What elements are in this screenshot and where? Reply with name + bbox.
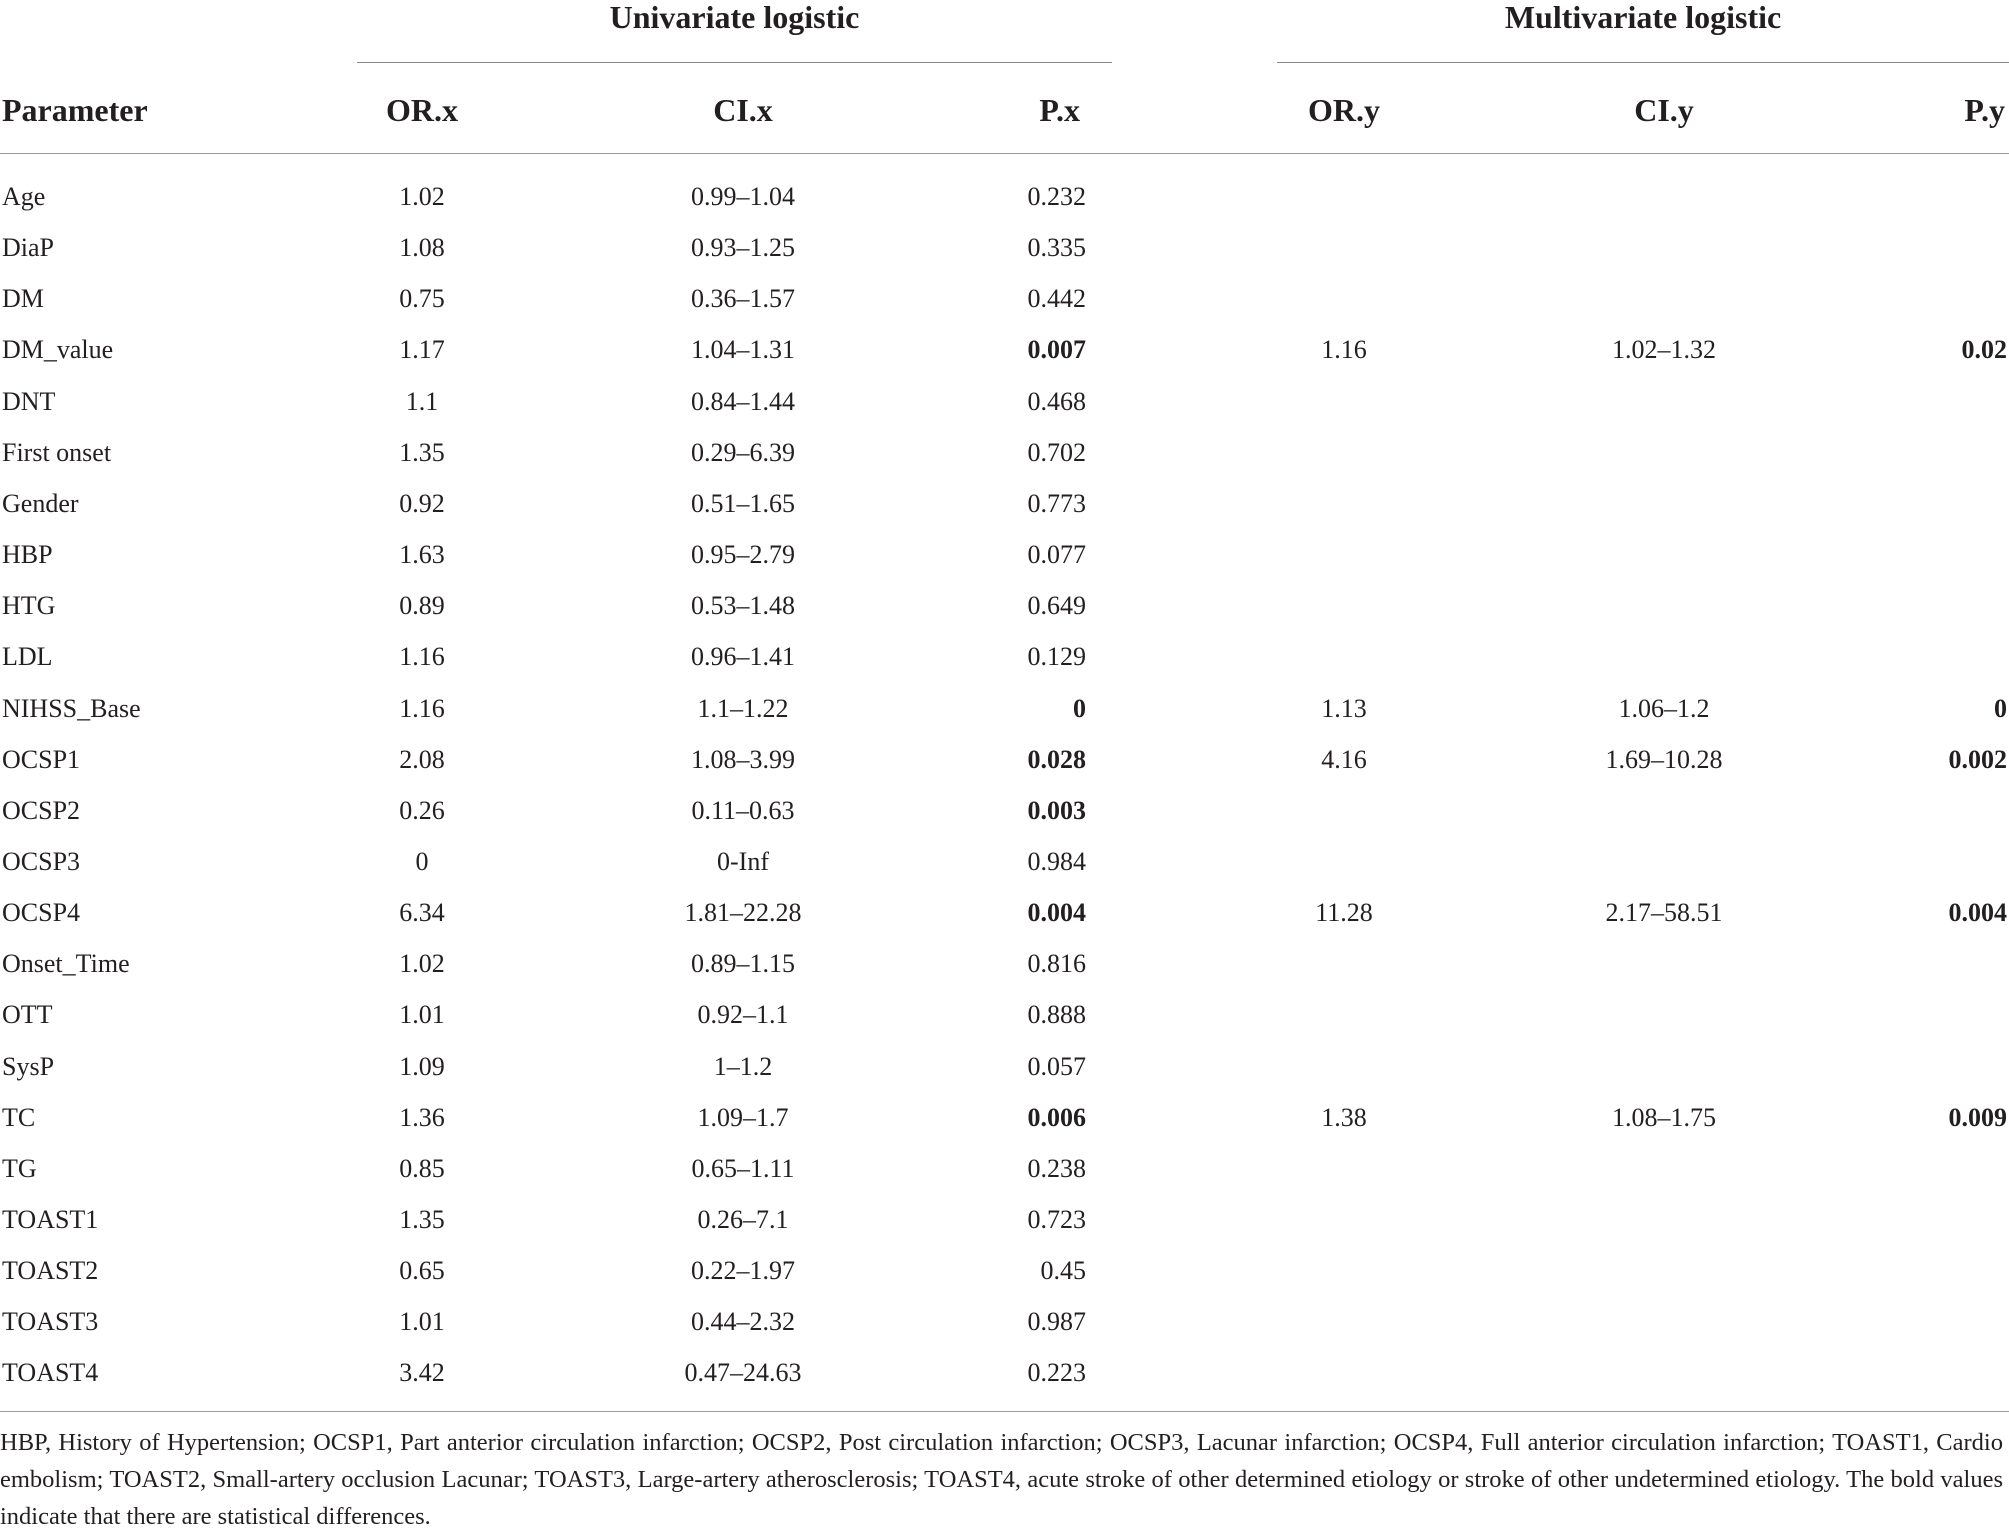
cell-ci-x: 1.08–3.99 bbox=[691, 745, 795, 774]
cell-ci-x: 0-Inf bbox=[717, 847, 769, 876]
cell-p-x: 0.773 bbox=[1027, 489, 1086, 518]
cell-parameter: LDL bbox=[2, 642, 53, 671]
cell-parameter: TOAST1 bbox=[2, 1205, 99, 1234]
header-rule bbox=[0, 153, 2009, 154]
cell-ci-y bbox=[1564, 1050, 1764, 1084]
cell-or-y bbox=[1244, 998, 1444, 1032]
cell-ci-x: 0.44–2.32 bbox=[691, 1307, 795, 1336]
cell-parameter: NIHSS_Base bbox=[2, 694, 141, 723]
cell-p-x: 0.816 bbox=[1027, 949, 1086, 978]
univariate-group-rule bbox=[357, 62, 1112, 63]
cell-parameter: HBP bbox=[2, 540, 53, 569]
cell-p-y: 0.002 bbox=[1948, 745, 2007, 774]
cell-parameter: TOAST2 bbox=[2, 1256, 99, 1285]
cell-p-x: 0.335 bbox=[1027, 233, 1086, 262]
cell-ci-x: 0.65–1.11 bbox=[691, 1154, 795, 1183]
cell-or-x: 1.09 bbox=[399, 1052, 445, 1081]
header-or-y: OR.y bbox=[1308, 92, 1380, 128]
cell-p-x: 0.238 bbox=[1027, 1154, 1086, 1183]
cell-ci-y bbox=[1564, 845, 1764, 879]
cell-parameter: HTG bbox=[2, 591, 56, 620]
cell-or-x: 0.75 bbox=[399, 284, 445, 313]
cell-p-x: 0.442 bbox=[1027, 284, 1086, 313]
cell-p-y bbox=[1820, 1050, 2007, 1084]
cell-or-x: 1.02 bbox=[399, 182, 445, 211]
cell-or-x: 1.35 bbox=[399, 438, 445, 467]
cell-p-y bbox=[1820, 1203, 2007, 1237]
cell-p-y: 0.004 bbox=[1948, 898, 2007, 927]
cell-parameter: OCSP4 bbox=[2, 898, 81, 927]
cell-p-x: 0.888 bbox=[1027, 1000, 1086, 1029]
cell-p-x: 0.003 bbox=[1027, 796, 1086, 825]
cell-p-y bbox=[1820, 1305, 2007, 1339]
cell-ci-x: 0.29–6.39 bbox=[691, 438, 795, 467]
cell-p-y bbox=[1820, 538, 2007, 572]
cell-or-x: 1.16 bbox=[399, 642, 445, 671]
cell-or-y bbox=[1244, 180, 1444, 214]
header-or-x: OR.x bbox=[386, 92, 458, 128]
cell-p-y bbox=[1820, 640, 2007, 674]
cell-p-x: 0.702 bbox=[1027, 438, 1086, 467]
cell-p-y bbox=[1820, 231, 2007, 265]
cell-p-x: 0.45 bbox=[1040, 1256, 1086, 1285]
cell-parameter: Gender bbox=[2, 489, 79, 518]
cell-ci-x: 0.89–1.15 bbox=[691, 949, 795, 978]
header-parameter: Parameter bbox=[2, 92, 148, 128]
cell-or-y bbox=[1244, 538, 1444, 572]
cell-or-y: 1.13 bbox=[1321, 694, 1367, 723]
cell-p-y bbox=[1820, 1356, 2007, 1390]
cell-parameter: SysP bbox=[2, 1052, 55, 1081]
cell-ci-x: 0.36–1.57 bbox=[691, 284, 795, 313]
cell-p-y bbox=[1820, 845, 2007, 879]
cell-or-x: 0.26 bbox=[399, 796, 445, 825]
cell-ci-y bbox=[1564, 282, 1764, 316]
cell-ci-y: 1.69–10.28 bbox=[1605, 745, 1723, 774]
cell-ci-y bbox=[1564, 998, 1764, 1032]
cell-ci-y bbox=[1564, 794, 1764, 828]
cell-p-x: 0.057 bbox=[1027, 1052, 1086, 1081]
cell-ci-x: 1.1–1.22 bbox=[697, 694, 789, 723]
cell-p-y: 0.009 bbox=[1948, 1103, 2007, 1132]
cell-ci-x: 0.96–1.41 bbox=[691, 642, 795, 671]
cell-p-y bbox=[1820, 282, 2007, 316]
cell-ci-y bbox=[1564, 589, 1764, 623]
cell-parameter: OCSP3 bbox=[2, 847, 81, 876]
cell-or-y bbox=[1244, 1254, 1444, 1288]
cell-ci-y bbox=[1564, 947, 1764, 981]
cell-or-x: 0.92 bbox=[399, 489, 445, 518]
cell-parameter: TG bbox=[2, 1154, 37, 1183]
cell-ci-x: 0.99–1.04 bbox=[691, 182, 795, 211]
cell-or-y: 4.16 bbox=[1321, 745, 1367, 774]
cell-or-y bbox=[1244, 1356, 1444, 1390]
cell-ci-y bbox=[1564, 1356, 1764, 1390]
cell-or-y: 1.38 bbox=[1321, 1103, 1367, 1132]
cell-p-x: 0.028 bbox=[1027, 745, 1086, 774]
cell-p-y bbox=[1820, 794, 2007, 828]
cell-or-y bbox=[1244, 385, 1444, 419]
cell-or-x: 1.1 bbox=[405, 387, 439, 416]
cell-or-y bbox=[1244, 947, 1444, 981]
cell-or-y: 1.16 bbox=[1321, 335, 1367, 364]
cell-p-x: 0.077 bbox=[1027, 540, 1086, 569]
cell-p-x: 0 bbox=[1073, 694, 1086, 723]
cell-or-x: 1.35 bbox=[399, 1205, 445, 1234]
cell-ci-x: 0.47–24.63 bbox=[684, 1358, 802, 1387]
cell-p-y: 0.02 bbox=[1961, 335, 2007, 364]
cell-or-y bbox=[1244, 231, 1444, 265]
cell-or-x: 0 bbox=[415, 847, 429, 876]
cell-p-y bbox=[1820, 947, 2007, 981]
cell-or-x: 1.08 bbox=[399, 233, 445, 262]
cell-or-x: 3.42 bbox=[399, 1358, 445, 1387]
cell-parameter: DM bbox=[2, 284, 44, 313]
cell-or-y bbox=[1244, 1305, 1444, 1339]
cell-ci-x: 0.93–1.25 bbox=[691, 233, 795, 262]
cell-or-x: 1.16 bbox=[399, 694, 445, 723]
cell-p-x: 0.987 bbox=[1027, 1307, 1086, 1336]
cell-parameter: DNT bbox=[2, 387, 56, 416]
cell-ci-x: 0.53–1.48 bbox=[691, 591, 795, 620]
univariate-group-title: Univariate logistic bbox=[609, 0, 860, 35]
cell-ci-x: 0.22–1.97 bbox=[691, 1256, 795, 1285]
cell-or-x: 1.01 bbox=[399, 1307, 445, 1336]
cell-ci-x: 1.81–22.28 bbox=[684, 898, 802, 927]
cell-or-y bbox=[1244, 640, 1444, 674]
cell-parameter: TOAST4 bbox=[2, 1358, 99, 1387]
cell-p-x: 0.232 bbox=[1027, 182, 1086, 211]
cell-ci-y: 1.06–1.2 bbox=[1618, 694, 1710, 723]
cell-or-y bbox=[1244, 845, 1444, 879]
cell-ci-y bbox=[1564, 180, 1764, 214]
cell-p-x: 0.006 bbox=[1027, 1103, 1086, 1132]
cell-ci-y bbox=[1564, 487, 1764, 521]
cell-p-y bbox=[1820, 1152, 2007, 1186]
cell-p-y bbox=[1820, 436, 2007, 470]
cell-ci-y bbox=[1564, 1305, 1764, 1339]
cell-ci-x: 1.04–1.31 bbox=[691, 335, 795, 364]
cell-ci-x: 1–1.2 bbox=[713, 1052, 773, 1081]
cell-parameter: TC bbox=[2, 1103, 36, 1132]
cell-parameter: OCSP1 bbox=[2, 745, 81, 774]
multivariate-group-rule bbox=[1277, 62, 2009, 63]
cell-p-x: 0.007 bbox=[1027, 335, 1086, 364]
cell-ci-y: 1.02–1.32 bbox=[1612, 335, 1716, 364]
cell-ci-y bbox=[1564, 385, 1764, 419]
cell-or-x: 1.17 bbox=[399, 335, 445, 364]
cell-parameter: OTT bbox=[2, 1000, 53, 1029]
footer-rule bbox=[0, 1411, 2009, 1412]
cell-parameter: First onset bbox=[2, 438, 112, 467]
cell-p-y bbox=[1820, 998, 2007, 1032]
header-p-x: P.x bbox=[1039, 92, 1080, 128]
cell-or-x: 1.01 bbox=[399, 1000, 445, 1029]
cell-or-y: 11.28 bbox=[1315, 898, 1373, 927]
cell-or-x: 6.34 bbox=[399, 898, 445, 927]
cell-p-x: 0.129 bbox=[1027, 642, 1086, 671]
cell-or-y bbox=[1244, 1050, 1444, 1084]
cell-or-y bbox=[1244, 589, 1444, 623]
cell-ci-x: 0.84–1.44 bbox=[691, 387, 795, 416]
cell-parameter: OCSP2 bbox=[2, 796, 81, 825]
cell-or-y bbox=[1244, 282, 1444, 316]
cell-or-x: 0.89 bbox=[399, 591, 445, 620]
cell-p-y bbox=[1820, 589, 2007, 623]
cell-or-y bbox=[1244, 1152, 1444, 1186]
cell-p-y bbox=[1820, 180, 2007, 214]
cell-ci-y bbox=[1564, 1203, 1764, 1237]
multivariate-group-title: Multivariate logistic bbox=[1504, 0, 1782, 35]
cell-ci-y: 1.08–1.75 bbox=[1612, 1103, 1716, 1132]
cell-ci-x: 0.11–0.63 bbox=[691, 796, 795, 825]
header-ci-x: CI.x bbox=[713, 92, 773, 128]
cell-parameter: Onset_Time bbox=[2, 949, 130, 978]
cell-parameter: DiaP bbox=[2, 233, 54, 262]
cell-ci-x: 0.26–7.1 bbox=[697, 1205, 789, 1234]
cell-p-x: 0.223 bbox=[1027, 1358, 1086, 1387]
cell-ci-y bbox=[1564, 1254, 1764, 1288]
cell-ci-y bbox=[1564, 1152, 1764, 1186]
cell-or-y bbox=[1244, 794, 1444, 828]
cell-p-y bbox=[1820, 487, 2007, 521]
cell-or-y bbox=[1244, 436, 1444, 470]
cell-ci-y bbox=[1564, 538, 1764, 572]
cell-ci-y bbox=[1564, 640, 1764, 674]
cell-or-x: 1.02 bbox=[399, 949, 445, 978]
cell-or-x: 1.36 bbox=[399, 1103, 445, 1132]
cell-parameter: TOAST3 bbox=[2, 1307, 99, 1336]
cell-ci-x: 0.92–1.1 bbox=[697, 1000, 789, 1029]
cell-or-x: 2.08 bbox=[399, 745, 445, 774]
cell-p-y bbox=[1820, 385, 2007, 419]
cell-ci-x: 0.51–1.65 bbox=[691, 489, 795, 518]
cell-ci-x: 1.09–1.7 bbox=[697, 1103, 789, 1132]
cell-parameter: Age bbox=[2, 182, 46, 211]
cell-ci-y bbox=[1564, 436, 1764, 470]
cell-p-x: 0.004 bbox=[1027, 898, 1086, 927]
header-ci-y: CI.y bbox=[1634, 92, 1694, 128]
cell-or-x: 0.65 bbox=[399, 1256, 445, 1285]
cell-p-x: 0.723 bbox=[1027, 1205, 1086, 1234]
cell-or-y bbox=[1244, 1203, 1444, 1237]
cell-ci-y bbox=[1564, 231, 1764, 265]
cell-p-y: 0 bbox=[1994, 694, 2007, 723]
cell-ci-x: 0.95–2.79 bbox=[691, 540, 795, 569]
cell-or-y bbox=[1244, 487, 1444, 521]
cell-or-x: 1.63 bbox=[399, 540, 445, 569]
cell-parameter: DM_value bbox=[2, 335, 114, 364]
cell-or-x: 0.85 bbox=[399, 1154, 445, 1183]
cell-p-x: 0.468 bbox=[1027, 387, 1086, 416]
header-p-y: P.y bbox=[1964, 92, 2005, 128]
table-footnote: HBP, History of Hypertension; OCSP1, Part anterior circulation infarction; OCSP2, Post circulation infarction; OCSP3, Lacunar infarction; OCSP4, Full anterior circulation infarction; TOAST1, Cardio embolism; TOAST2, Small-artery occlusion Lacunar; TOAST3, Large-artery atherosclerosis; TOAST4, acute stroke of other determined etiology or stroke of other undetermined etiology. The bold values indicate that there are statistical differences. bbox=[0, 1429, 2003, 1530]
cell-p-x: 0.984 bbox=[1027, 847, 1086, 876]
cell-p-x: 0.649 bbox=[1027, 591, 1086, 620]
cell-p-y bbox=[1820, 1254, 2007, 1288]
cell-ci-y: 2.17–58.51 bbox=[1605, 898, 1723, 927]
